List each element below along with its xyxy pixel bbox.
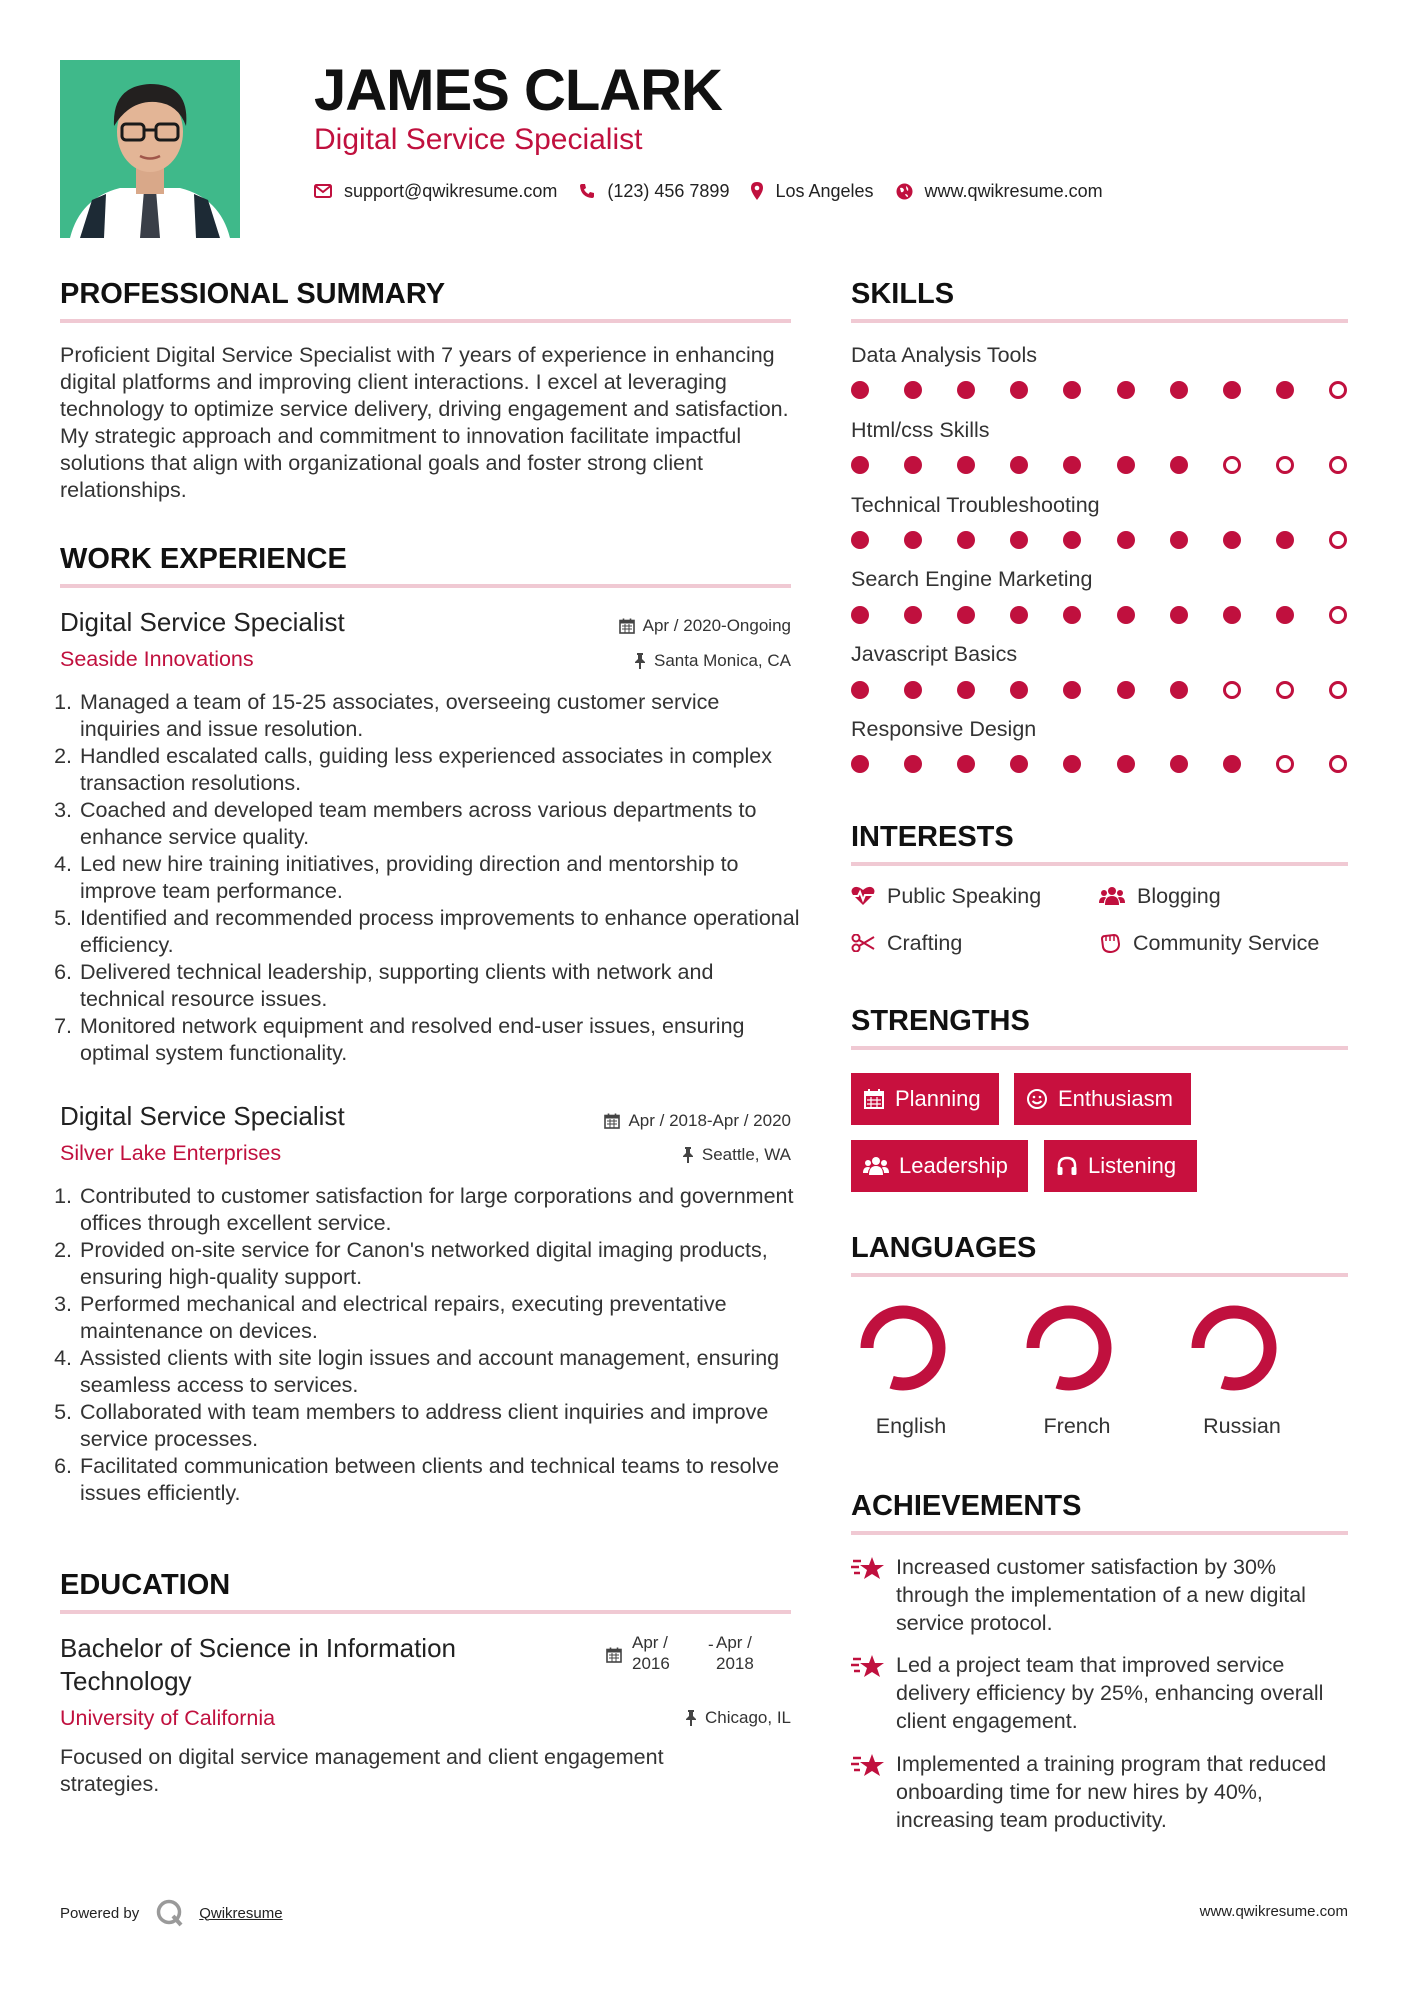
job-dates-text: Apr / 2020-Ongoing [642,616,791,635]
skill-name: Responsive Design [851,717,1037,741]
star-icon [851,1555,885,1583]
skill-dot-filled [957,606,975,624]
skill-dot-filled [1010,681,1028,699]
list-item: 2. Handled escalated calls, guiding less experienced associates in complex transaction resolutions. [78,743,800,797]
education-heading: EDUCATION [60,1569,231,1601]
skill-dot-filled [851,381,869,399]
skill-dot-filled [1010,381,1028,399]
skills-heading: SKILLS [851,278,955,310]
interest-item [851,882,1041,910]
powered-by-text: Powered by [60,1904,140,1922]
skill-dot-filled [1117,381,1135,399]
skill-dot-filled [1276,531,1294,549]
job-dates [480,614,791,638]
skill-dot-filled [1010,531,1028,549]
thumbtack-icon [682,1147,694,1163]
skill-dot-empty [1329,381,1347,399]
contact-bar [314,176,1125,206]
skill-dot-filled [1223,531,1241,549]
skill-dot-filled [1276,381,1294,399]
skill-dot-empty [1276,456,1294,474]
skill-dot-filled [957,681,975,699]
calendar-icon [863,1088,885,1110]
strength-chip [1044,1140,1197,1192]
skill-name: Technical Troubleshooting [851,493,1100,517]
skill-dot-filled [1063,531,1081,549]
star-icon [851,1653,885,1681]
footer-powered-by [60,1898,283,1928]
skill-dot-filled [957,381,975,399]
skill-dot-empty [1329,681,1347,699]
headphones-icon [1056,1155,1078,1177]
qwikresume-logo-icon [155,1898,185,1928]
language-name: French [1043,1414,1111,1438]
skill-dot-filled [1010,456,1028,474]
summary-heading: PROFESSIONAL SUMMARY [60,278,446,310]
skill-dot-filled [851,531,869,549]
candidate-name: JAMES CLARK [314,58,722,123]
strength-chip [851,1073,999,1125]
skill-dot-filled [904,456,922,474]
degree-line-1: Bachelor of Science in Information [60,1633,456,1663]
contact-website-text: www.qwikresume.com [924,180,1103,201]
language-name: English [875,1414,947,1438]
strengths-divider [851,1046,1348,1050]
list-item: 4. Led new hire training initiatives, providing direction and mentorship to improve team performance. [78,851,800,905]
job-location [480,1143,791,1167]
contact-email[interactable] [314,181,557,202]
skill-rating [851,456,1347,474]
skill-dot-filled [1170,681,1188,699]
job-dates-text: Apr / 2018-Apr / 2020 [628,1111,791,1130]
skill-dot-filled [1170,381,1188,399]
thumbtack-icon [685,1710,697,1726]
interest-item [1099,882,1221,910]
skill-dot-filled [1276,606,1294,624]
skill-dot-filled [1010,606,1028,624]
achievement-text: Implemented a training program that reduced onboarding time for new hires by 40%, increasing team productivity. [896,1752,1327,1832]
language-ring [1190,1304,1278,1392]
profile-photo [60,60,240,238]
skill-dot-empty [1276,755,1294,773]
job-title: Digital Service Specialist [60,1101,345,1131]
education-start-year: 2016 [632,1654,670,1673]
interest-label: Blogging [1137,884,1221,908]
degree-line-2: Technology [60,1666,192,1696]
skill-dot-filled [904,606,922,624]
skill-dot-filled [904,381,922,399]
achievements-heading: ACHIEVEMENTS [851,1490,1082,1522]
smile-icon [1026,1088,1048,1110]
list-item: 5. Identified and recommended process improvements to enhance operational efficiency. [78,905,800,959]
skill-dot-filled [904,755,922,773]
scissors-icon [851,934,875,952]
map-pin-icon [751,182,763,200]
skill-dot-filled [1117,531,1135,549]
job-location-text: Seattle, WA [701,1145,791,1164]
skills-divider [851,319,1348,323]
skill-dot-filled [1223,606,1241,624]
skill-dot-filled [851,755,869,773]
list-item: 7. Monitored network equipment and resolved end-user issues, ensuring optimal system functionality. [78,1013,800,1067]
job-bullets [60,1183,818,1507]
skill-rating [851,606,1347,624]
skill-dot-empty [1329,606,1347,624]
languages-heading: LANGUAGES [851,1232,1037,1264]
calendar-icon [606,1647,622,1668]
skill-dot-empty [1329,456,1347,474]
education-end-month: Apr / [716,1633,752,1652]
calendar-icon [604,1113,620,1129]
interest-item [1099,929,1319,957]
list-item: 6. Delivered technical leadership, supporting clients with network and technical resource issues. [78,959,800,1013]
skill-name: Html/css Skills [851,418,990,442]
skill-name: Data Analysis Tools [851,343,1038,367]
thumbtack-icon [634,653,646,669]
skill-dot-empty [1223,456,1241,474]
education-end-year: 2018 [716,1654,754,1673]
summary-text: Proficient Digital Service Specialist with 7 years of experience in enhancing digital platforms and improving client interactions. I excel at leveraging technology to optimize service delivery, driving engagement and satisfaction. My strategic approach and commitment to innovation facilitate impactful solutions that align with organizational goals and foster strong client relationships. [60,343,789,502]
list-item: 1. Contributed to customer satisfaction for large corporations and government offices through excellent service. [78,1183,818,1237]
star-icon [851,1752,885,1780]
skill-dot-filled [1117,755,1135,773]
job-dates [480,1109,791,1133]
list-item: 3. Coached and developed team members across various departments to enhance service quality. [78,797,800,851]
skill-dot-filled [1063,381,1081,399]
list-item: 5. Collaborated with team members to address client inquiries and improve service processes. [78,1399,818,1453]
skill-rating [851,531,1347,549]
skill-dot-filled [851,681,869,699]
achievement-text: Led a project team that improved service delivery efficiency by 25%, enhancing overall client engagement. [896,1653,1324,1733]
education-end-date [716,1632,754,1674]
skill-dot-filled [1170,531,1188,549]
skill-dot-filled [957,531,975,549]
education-location-text: Chicago, IL [705,1708,791,1727]
candidate-headline: Digital Service Specialist [314,123,643,156]
job-title: Digital Service Specialist [60,607,345,637]
achievements-divider [851,1531,1348,1535]
skill-dot-filled [1117,606,1135,624]
skill-dot-filled [1010,755,1028,773]
languages-divider [851,1273,1348,1277]
strength-label: Enthusiasm [1058,1086,1173,1111]
interest-label: Crafting [887,931,963,955]
skill-dot-filled [1223,381,1241,399]
language-ring-arc [867,1312,939,1384]
contact-location-text: Los Angeles [775,180,874,201]
skill-dot-filled [1170,606,1188,624]
skill-dot-filled [1063,681,1081,699]
person-photo-icon [60,60,240,238]
list-item: 3. Performed mechanical and electrical repairs, executing preventative maintenance on devices. [78,1291,818,1345]
skill-dot-filled [1223,755,1241,773]
skill-dot-filled [904,531,922,549]
envelope-icon [314,184,332,198]
skill-dot-filled [1170,755,1188,773]
education-location [480,1706,791,1730]
strength-label: Planning [895,1086,981,1111]
skill-rating [851,681,1347,699]
language-ring [859,1304,947,1392]
strengths-heading: STRENGTHS [851,1005,1030,1037]
strength-chip [851,1140,1028,1192]
achievement-text: Increased customer satisfaction by 30% through the implementation of a new digital service protocol. [896,1555,1306,1635]
list-item: 6. Facilitated communication between clients and technical teams to resolve issues efficiently. [78,1453,818,1507]
list-item: 4. Assisted clients with site login issues and account management, ensuring seamless access to services. [78,1345,818,1399]
job-company: Silver Lake Enterprises [60,1141,282,1165]
skill-dot-empty [1329,755,1347,773]
interest-item [851,929,962,957]
contact-location [751,181,873,202]
phone-icon [579,183,595,199]
skill-dot-empty [1276,681,1294,699]
contact-website[interactable] [896,181,1103,202]
skill-rating [851,755,1347,773]
globe-icon [896,183,913,200]
contact-phone[interactable] [579,181,729,202]
skill-dot-filled [1063,456,1081,474]
list-item: 2. Provided on-site service for Canon's networked digital imaging products, ensuring high-quality support. [78,1237,818,1291]
education-start-month: Apr / [632,1633,668,1652]
skill-dot-filled [904,681,922,699]
work-divider [60,584,791,588]
education-date-separator: - [708,1635,714,1654]
skill-dot-filled [851,606,869,624]
skill-dot-filled [957,456,975,474]
skill-dot-filled [851,456,869,474]
skill-dot-filled [1170,456,1188,474]
list-item: 1. Managed a team of 15-25 associates, overseeing customer service inquiries and issue resolution. [78,689,800,743]
education-school: University of California [60,1706,276,1730]
calendar-icon [619,618,635,634]
skill-dot-filled [1117,456,1135,474]
footer-brand-link[interactable]: Qwikresume [199,1904,283,1922]
strength-chip [1014,1073,1191,1125]
interests-divider [851,862,1348,866]
hand-icon [1099,932,1121,954]
education-start-date [632,1632,670,1674]
job-location [480,649,791,673]
job-bullets [60,689,800,1067]
skill-name: Javascript Basics [851,642,1018,666]
skill-dot-filled [1063,606,1081,624]
users-icon [1099,886,1125,906]
language-ring [1025,1304,1113,1392]
skill-rating [851,381,1347,399]
work-heading: WORK EXPERIENCE [60,543,347,575]
language-ring-arc [1198,1312,1270,1384]
contact-email-text: support@qwikresume.com [344,180,558,201]
language-ring-arc [1033,1312,1105,1384]
footer-website[interactable]: www.qwikresume.com [1199,1903,1348,1920]
skill-dot-empty [1223,681,1241,699]
education-divider [60,1610,791,1614]
strength-label: Leadership [899,1153,1008,1178]
heartbeat-icon [851,886,875,906]
skill-dot-filled [957,755,975,773]
interests-heading: INTERESTS [851,821,1014,853]
skill-name: Search Engine Marketing [851,567,1093,591]
interest-label: Community Service [1133,931,1320,955]
users-icon [863,1156,889,1176]
education-description: Focused on digital service management and client engagement strategies. [60,1745,664,1796]
contact-phone-text: (123) 456 7899 [607,180,730,201]
strength-label: Listening [1088,1153,1177,1178]
job-company: Seaside Innovations [60,647,254,671]
job-location-text: Santa Monica, CA [653,651,791,670]
interest-label: Public Speaking [887,884,1042,908]
skill-dot-empty [1329,531,1347,549]
skill-dot-filled [1063,755,1081,773]
skill-dot-filled [1117,681,1135,699]
summary-divider [60,319,791,323]
language-name: Russian [1203,1414,1281,1438]
